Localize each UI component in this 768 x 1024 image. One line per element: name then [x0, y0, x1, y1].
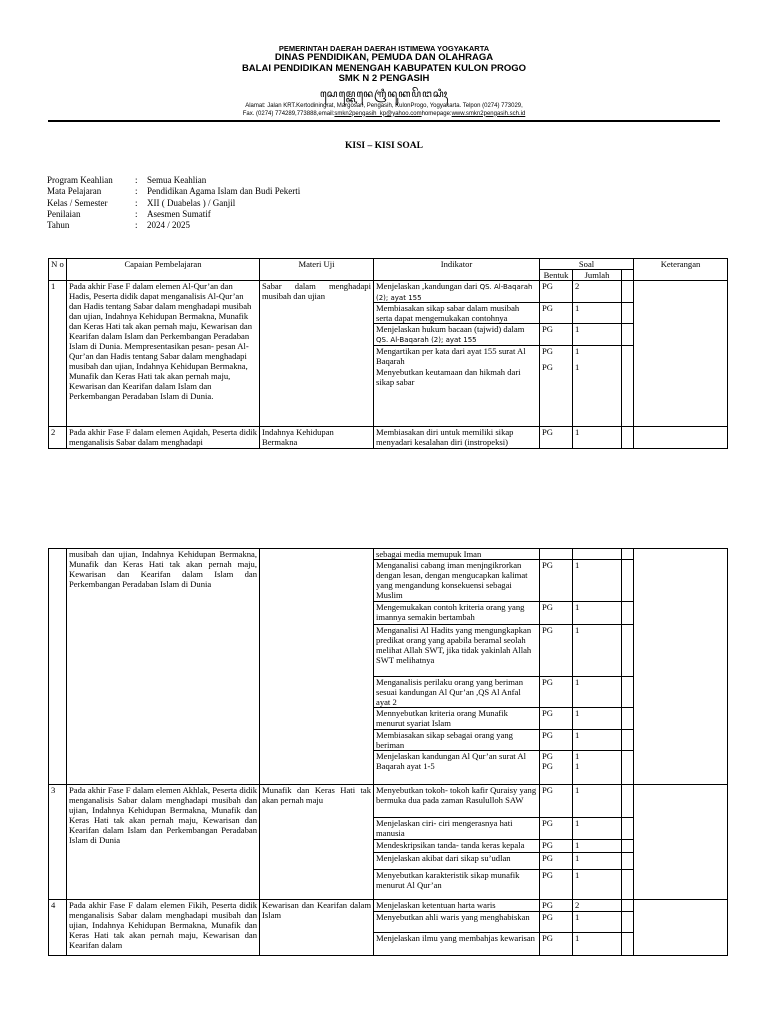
document-meta [47, 175, 300, 231]
table-row: 4 Pada akhir Fase F dalam elemen Fikih, Peserta didik menganalisis Sabar dalam menghadapi musibah dan ujian, Indahnya Kehidupan Bermakna, Munafik dan Keras Hati tak akan pernah maju, Kewarisan dan Kearifan dalam Kewarisan dan Kearifan dalam Islam Menjelaskan ketentuan harta waris Menyebutkan ahli waris yang menghabiskan Menjelaskan ilmu yang membahjas kewarisan PG PG PG 2 1 1 [49, 900, 728, 956]
row-indikator-list: Menjelaskan ketentuan harta waris Menyebutkan ahli waris yang menghabiskan Menjelaskan ilmu yang membahjas kewarisan [374, 900, 540, 956]
indikator-item: Membiasakan sikap sabar dalam musibah serta dapat mengemukakan contohnya [374, 303, 539, 324]
kisi-table-page1 [48, 258, 728, 449]
header-line-1: PEMERINTAH DAERAH DAERAH ISTIMEWA YOGYAKARTA [278, 44, 490, 53]
row-indikator-list: Menyebutkan tokoh- tokoh kafir Quraisy yang bermuka dua pada zaman Rasululloh SAW Menjelaskan ciri- ciri mengerasnya hati manusia Mendeskripsikan tanda- tanda keras kepala Menjelaskan akibat dari sikap su’udlan Menyebutkan karakteristik sikap munafik menurut Al Qur’an [374, 785, 540, 900]
row-bentuk-list: PG PG PG PG PG PG PG PG [540, 549, 573, 785]
row-indikator-list [374, 281, 540, 427]
homepage-link[interactable]: www.smkn2pengasih.sch.id [451, 110, 526, 117]
letterhead [0, 44, 768, 118]
row-capaian: Pada akhir Fase F dalam elemen Al-Qur’an dan Hadis, Peserta didik dapat menganalisis Al-Qur’an dan Hadis tentang Sabar dalam menghadapi musibah dan ujian, Indahnya Kehidupan Bermakna, Munafik dan Keras Hati tak akan pernah maju, Kewarisan dan Kearifan dalam Islam dan Perkembangan Peradaban Islam di Dunia. Mempresentasikan pesan- pesan Al-Qur’an dan Hadis tentang Sabar dalam menghadapi musibah dan ujian, Indahnya Kehidupan Bermakna, Munafik dan Keras Hati tak akan pernah maju, Kewarisan dan Kearifan dalam Islam dan Perkembangan Peradaban Islam di Dunia. [67, 281, 260, 427]
header-bentuk: Bentuk [540, 270, 573, 281]
meta-row: Tahun : 2024 / 2025 [47, 220, 191, 231]
meta-row: Kelas / Semester : XII ( Duabelas ) / Ganjil [47, 197, 236, 208]
meta-row: Mata Pelajaran : Pendidikan Agama Islam dan Budi Pekerti [47, 186, 301, 197]
email-link[interactable]: smkn2pengasih_kp@yahoo.com [334, 110, 422, 117]
header-rule-thick [48, 120, 720, 122]
row-bentuk-list: PG PG PG PG PG [540, 281, 573, 427]
header-address-2: Fax. (0274) 774289,773888,email:smkn2pengasih_kp@yahoo.comhomepage:www.smkn2pengasih.sch.id [242, 110, 526, 117]
header-keterangan: Keterangan [634, 259, 728, 281]
table-row [49, 281, 728, 427]
row-jumlah-list: 2 1 1 1 1 [573, 281, 622, 427]
header-no: N o [49, 259, 67, 281]
table-row [49, 549, 728, 785]
header-blank [622, 270, 634, 281]
header-materi: Materi Uji [260, 259, 374, 281]
table-row: 2 Pada akhir Fase F dalam elemen Aqidah, Peserta didik menganalisis Sabar dalam menghadapi Indahnya Kehidupan Bermakna Membiasakan diri untuk memiliki sikap menyadari kesalahan diri (instropeksi) PG 1 [49, 427, 728, 449]
header-soal: Soal [540, 259, 634, 270]
kisi-table-page2 [48, 548, 728, 956]
row-keterangan [634, 281, 728, 427]
indikator-item: Menyebutkan keutamaan dan hikmah dari sikap sabar [376, 367, 521, 387]
indikator-item: Menjelaskan hukum bacaan (tajwid) dalam QS. Al-Baqarah (2); ayat 155 [374, 324, 539, 346]
javanese-script-name: ꦱꦺꦩ꧀ꦏꦺꦤꦺꦒꦿꦶꦤꦸꦏꦥꦼꦔꦱꦶꦃ [319, 88, 449, 100]
meta-row: Penilaian : Asesmen Sumatif [47, 208, 211, 219]
indikator-item: Menjelaskan ,kandungan dari QS. Al-Baqarah (2); ayat 155 [374, 281, 539, 303]
row-materi: Sabar dalam menghadapi musibah dan ujian [260, 281, 374, 427]
header-capaian: Capaian Pembelajaran [67, 259, 260, 281]
row-no: 1 [49, 281, 67, 427]
document-title: KISI – KISI SOAL [345, 141, 423, 151]
header-jumlah: Jumlah [573, 270, 622, 281]
meta-row: Program Keahlian : Semua Keahlian [47, 175, 207, 185]
header-line-2: DINAS PENDIDIKAN, PEMUDA DAN OLAHRAGA [274, 52, 494, 63]
indikator-item: Mengartikan per kata dari ayat 155 surat Al Baqarah [376, 346, 526, 366]
row-jumlah-list: 1 1 1 1 1 1 1 1 [573, 549, 622, 785]
row-capaian: musibah dan ujian, Indahnya Kehidupan Bermakna, Munafik dan Keras Hati tak akan pernah maju, Kewarisan dan Kearifan dalam Islam dan Perkembangan Peradaban Islam di Dunia [67, 549, 260, 785]
row-indikator-list: sebagai media memupuk Iman Menganalisi cabang iman menjngikrorkan dengan lesan, dengan mengucapkan kalimat yang mengandung konsekuensi sebagai Muslim Mengemukakan contoh kriteria orang yang imannya semakin bertambah Menganalisi Al Hadits yang mengungkapkan predikat orang yang apabila beramal seolah melihat Allah SWT, jika tidak yakinlah Allah SWT melihatnya Menganalisis perilaku orang yang beriman sesuai kandungan Al Qur’an ,QS Al Anfal ayat 2 Mennyebutkan kriteria orang Munafik menurut syariat Islam Membiasakan sikap sebagai orang yang beriman Menjelaskan kandungan Al Qur’an surat Al Baqarah ayat 1-5 [374, 549, 540, 785]
header-indikator: Indikator [374, 259, 540, 281]
header-line-3: BALAI PENDIDIKAN MENENGAH KABUPATEN KULON PROGO [241, 62, 527, 74]
header-line-4: SMK N 2 PENGASIH [338, 73, 430, 84]
header-address-1: Alamat: Jalan KRT.Kertodiningrat, Margosari, Pengasih, KulonProgo, Yogyakarta. Telpon (0274) 773029, [245, 102, 523, 109]
table-row: 3 Pada akhir Fase F dalam elemen Akhlak, Peserta didik menganalisis Sabar dalam menghadapi musibah dan ujian, Indahnya Kehidupan Bermakna, Munafik dan Keras Hati tak akan pernah maju, Kewarisan dan Kearifan dalam Islam dan Perkembangan Peradaban Islam di Dunia Munafik dan Keras Hati tak akan pernah maju Menyebutkan tokoh- tokoh kafir Quraisy yang bermuka dua pada zaman Rasululloh SAW Menjelaskan ciri- ciri mengerasnya hati manusia Mendeskripsikan tanda- tanda keras kepala Menjelaskan akibat dari sikap su’udlan Menyebutkan karakteristik sikap munafik menurut Al Qur’an PG PG PG PG PG 1 1 1 1 1 [49, 785, 728, 900]
